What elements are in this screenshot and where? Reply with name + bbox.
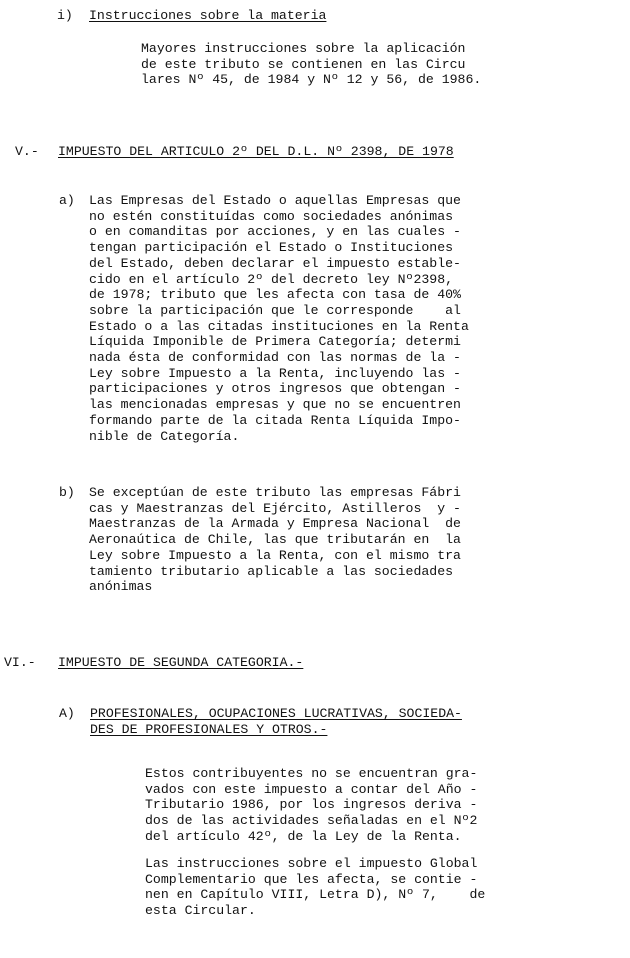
section-vi-item-a-heading-line1: PROFESIONALES, OCUPACIONES LUCRATIVAS, SOCIEDA- xyxy=(90,706,462,721)
section-vi-item-a-heading-line2: DES DE PROFESIONALES Y OTROS.- xyxy=(90,722,328,737)
section-v-item-a-text: Las Empresas del Estado o aquellas Empresas que no estén constituídas como sociedades anónimas o en comanditas por acciones, y en las cuales - tengan participación el Estado o Instituciones del Estado, deben declarar el impuesto estable- cido en el artículo 2º del decreto ley Nº2398, de 1978; tributo que les afecta con tasa de 40% sobre la participación que le corresponde al Estado o a las citadas instituciones en la Renta Líquida Imponible de Primera Categoría; determi nada ésta de conformidad con las normas de la - Ley sobre Impuesto a la Renta, incluyendo las - participaciones y otros ingresos que obtengan - las mencionadas empresas y que no se encuentren formando parte de la citada Renta Líquida Impo- nible de Categoría. xyxy=(89,193,469,444)
section-v-item-b-text: Se exceptúan de este tributo las empresas Fábri cas y Maestranzas del Ejército, Astilleros y - Maestranzas de la Armada y Empresa Nacional de Aeronaútica de Chile, las que tributarán en la Ley sobre Impuesto a la Renta, con el mismo tra tamiento tributario aplicable a las sociedades anónimas xyxy=(89,485,461,595)
section-i-label: i) xyxy=(57,8,73,23)
section-v-label: V.- xyxy=(15,144,39,159)
section-vi-item-a-label: A) xyxy=(59,706,75,721)
section-v-item-b-label: b) xyxy=(59,485,75,500)
section-v-heading: IMPUESTO DEL ARTICULO 2º DEL D.L. Nº 2398, DE 1978 xyxy=(58,144,454,159)
section-v-item-a-label: a) xyxy=(59,193,75,208)
section-vi-item-a-paragraph-1: Estos contribuyentes no se encuentran gra- vados con este impuesto a contar del Año - Tributario 1986, por los ingresos deriva - dos de las actividades señaladas en el Nº2 del artículo 42º, de la Ley de la Renta. xyxy=(145,766,478,844)
section-vi-label: VI.- xyxy=(4,655,36,670)
section-vi-heading: IMPUESTO DE SEGUNDA CATEGORIA.- xyxy=(58,655,304,670)
section-i-body: Mayores instrucciones sobre la aplicación de este tributo se contienen en las Circu lares Nº 45, de 1984 y Nº 12 y 56, de 1986. xyxy=(141,41,482,88)
section-vi-item-a-paragraph-2: Las instrucciones sobre el impuesto Global Complementario que les afecta, se contie - nen en Capítulo VIII, Letra D), Nº 7, de esta Circular. xyxy=(145,856,486,919)
section-i-heading: Instrucciones sobre la materia xyxy=(89,8,327,23)
